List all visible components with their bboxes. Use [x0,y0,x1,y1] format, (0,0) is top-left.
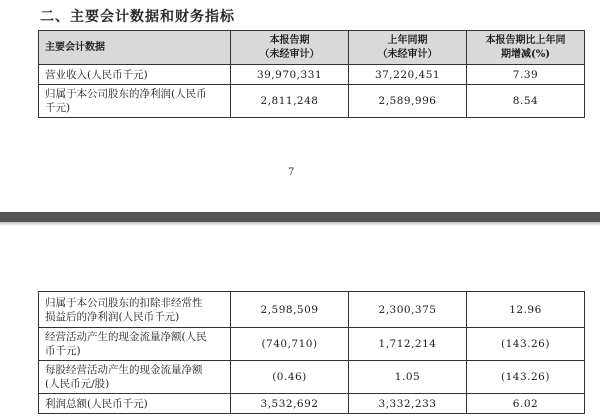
watermark [500,397,596,415]
cell-current: 2,811,248 [231,85,349,118]
table-row [39,65,585,85]
cell-current: (740,710) [231,328,349,361]
section-title: 二、主要会计数据和财务指标 [40,9,235,25]
page-number: 7 [288,167,295,178]
row-label: 每股经营活动产生的现金流量净额 (人民币元/股) [39,361,231,394]
cell-change: 8.54 [467,85,585,118]
cell-change: 7.39 [467,65,585,85]
header-current-period: 本报告期 （未经审计） [231,31,349,65]
row-label: 归属于本公司股东的净利润(人民币 千元) [39,85,231,118]
cell-current: (0.46) [231,361,349,394]
header-change-percent: 本报告期比上年同 期增减(%) [467,31,585,65]
header-prior-period: 上年同期 （未经审计） [349,31,467,65]
cell-prior: 1.05 [349,361,467,394]
page-separator [0,212,600,222]
table-row [39,292,585,328]
cell-change: (143.26) [467,328,585,361]
cell-current: 2,598,509 [231,292,349,328]
cell-prior: 37,220,451 [349,65,467,85]
cell-current: 3,532,692 [231,394,349,414]
row-label: 归属于本公司股东的扣除非经常性 损益后的净利润(人民币千元) [39,292,231,328]
cell-prior: 3,332,233 [349,394,467,414]
table-row [39,361,585,394]
table-row [39,85,585,118]
row-label: 利润总额(人民币千元) [39,394,231,414]
key-financial-data-table [38,30,585,118]
cell-prior: 1,712,214 [349,328,467,361]
row-label: 经营活动产生的现金流量净额(人民 币千元) [39,328,231,361]
cell-change: 12.96 [467,292,585,328]
header-item: 主要会计数据 [39,31,231,65]
row-label: 营业收入(人民币千元) [39,65,231,85]
cell-prior: 2,300,375 [349,292,467,328]
key-financial-data-table-continued [38,291,585,414]
cell-change: (143.26) [467,361,585,394]
table-header-row [39,31,585,65]
cell-change: 6.02 [467,394,585,414]
cell-prior: 2,589,996 [349,85,467,118]
cell-current: 39,970,331 [231,65,349,85]
page-separator-shadow [0,222,600,226]
table-row [39,328,585,361]
